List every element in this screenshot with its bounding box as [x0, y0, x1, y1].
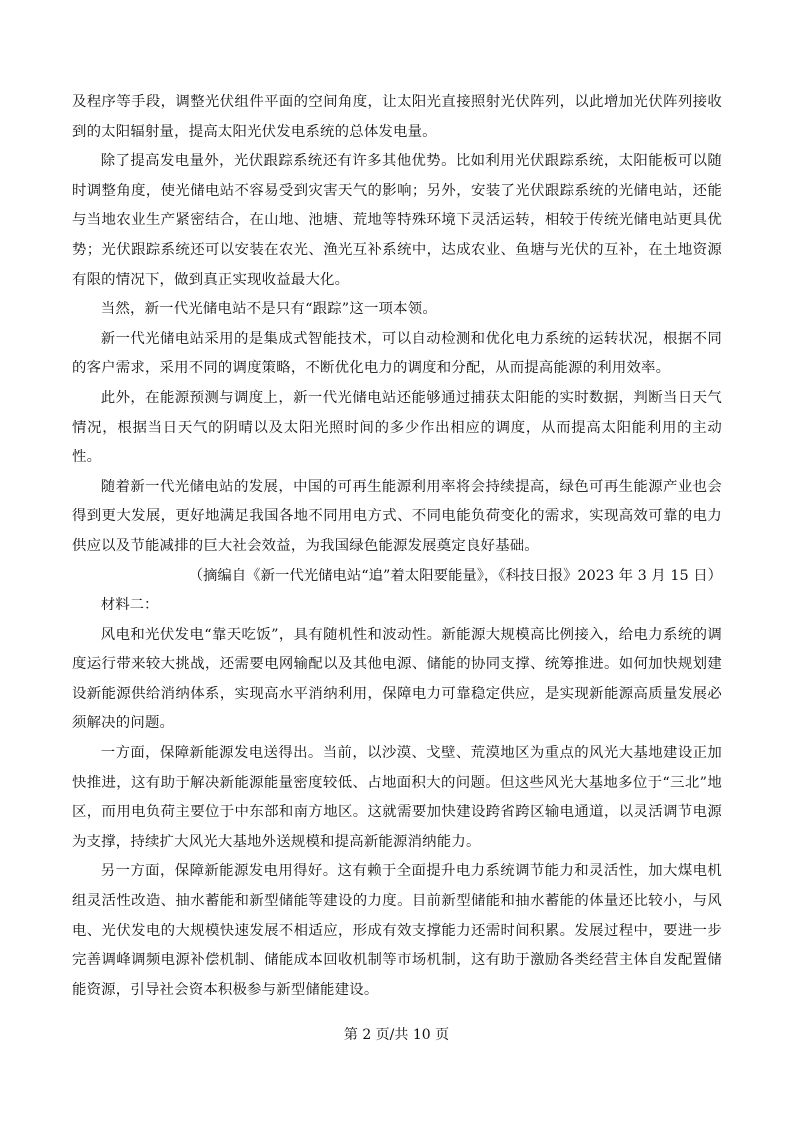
paragraph-utilization: 另一方面，保障新能源发电用得好。这有赖于全面提升电力系统调节能力和灵活性，加大煤电机组灵活性改造、抽水蓄能和新型储能等建设的力度。目前新型储能和抽水蓄能的体量还比较小，与风电、光伏发电的大规模快速发展不相适应，形成有效支撑能力还需时间积累。发展过程中，要进一步完善调峰调频电源补偿机制、储能成本回收机制等市场机制，这有助于激励各类经营主体自发配置储能资源，引导社会资本积极参与新型储能建设。: [72, 863, 722, 998]
document-body: [72, 88, 722, 1005]
paragraph-continuation: 及程序等手段，调整光伏组件平面的空间角度，让太阳光直接照射光伏阵列，以此增加光伏阵列接收到的太阳辐射量，提高太阳光伏发电系统的总体发电量。: [72, 94, 722, 140]
page-number: 第 2 页/共 10 页: [343, 1027, 450, 1043]
paragraph-transmission: 一方面，保障新能源发电送得出。当前，以沙漠、戈壁、荒漠地区为重点的风光大基地建设正加快推进，这有助于解决新能源能量密度较低、占地面积大的问题。但这些风光大基地多位于“三北”地区，而用电负荷主要位于中东部和南方地区。这就需要加快建设跨省跨区输电通道，以灵活调节电源为支撑，持续扩大风光大基地外送规模和提高新能源消纳能力。: [72, 745, 722, 850]
paragraph-forecast-dispatch: 此外，在能源预测与调度上，新一代光储电站还能够通过捕获太阳能的实时数据，判断当日天气情况，根据当日天气的阴晴以及太阳光照时间的多少作出相应的调度，从而提高太阳能利用的主动性。: [72, 389, 722, 466]
paragraph-not-only-tracking: 当然，新一代光储电站不是只有“跟踪”这一项本领。: [100, 301, 437, 318]
paragraph-development-outlook: 随着新一代光储电站的发展，中国的可再生能源利用率将会持续提高，绿色可再生能源产业也会得到更大发展，更好地满足我国各地不同用电方式、不同电能负荷变化的需求，实现高效可靠的电力供应以及节能减排的巨大社会效益，为我国绿色能源发展奠定良好基础。: [72, 478, 722, 554]
material-two-heading: 材料二：: [100, 597, 159, 614]
paragraph-integrated-smart-tech: 新一代光储电站采用的是集成式智能技术，可以自动检测和优化电力系统的运转状况，根据不同的客户需求，采用不同的调度策略，不断优化电力的调度和分配，从而提高能源的利用效率。: [72, 330, 722, 377]
paragraph-wind-solar-volatility: 风电和光伏发电“靠天吃饭”，具有随机性和波动性。新能源大规模高比例接入，给电力系统的调度运行带来较大挑战，还需要电网输配以及其他电源、储能的协同支撑、统筹推进。如何加快规划建设新能源供给消纳体系，实现高水平消纳利用，保障电力可靠稳定供应，是实现新能源高质量发展必须解决的问题。: [72, 626, 722, 732]
source-citation: （摘编自《新一代光储电站“追”着太阳要能量》，《科技日报》2023 年 3 月 15 日）: [188, 567, 722, 584]
paragraph-tracking-advantages: 除了提高发电量外，光伏跟踪系统还有许多其他优势。比如利用光伏跟踪系统，太阳能板可以随时调整角度，使光储电站不容易受到灾害天气的影响；另外，安装了光伏跟踪系统的光储电站，还能与当地农业生产紧密结合，在山地、池塘、荒地等特殊环境下灵活运转，相较于传统光储电站更具优势；光伏跟踪系统还可以安装在农光、渔光互补系统中，达成农业、鱼塘与光伏的互补，在土地资源有限的情况下，做到真正实现收益最大化。: [72, 153, 722, 288]
